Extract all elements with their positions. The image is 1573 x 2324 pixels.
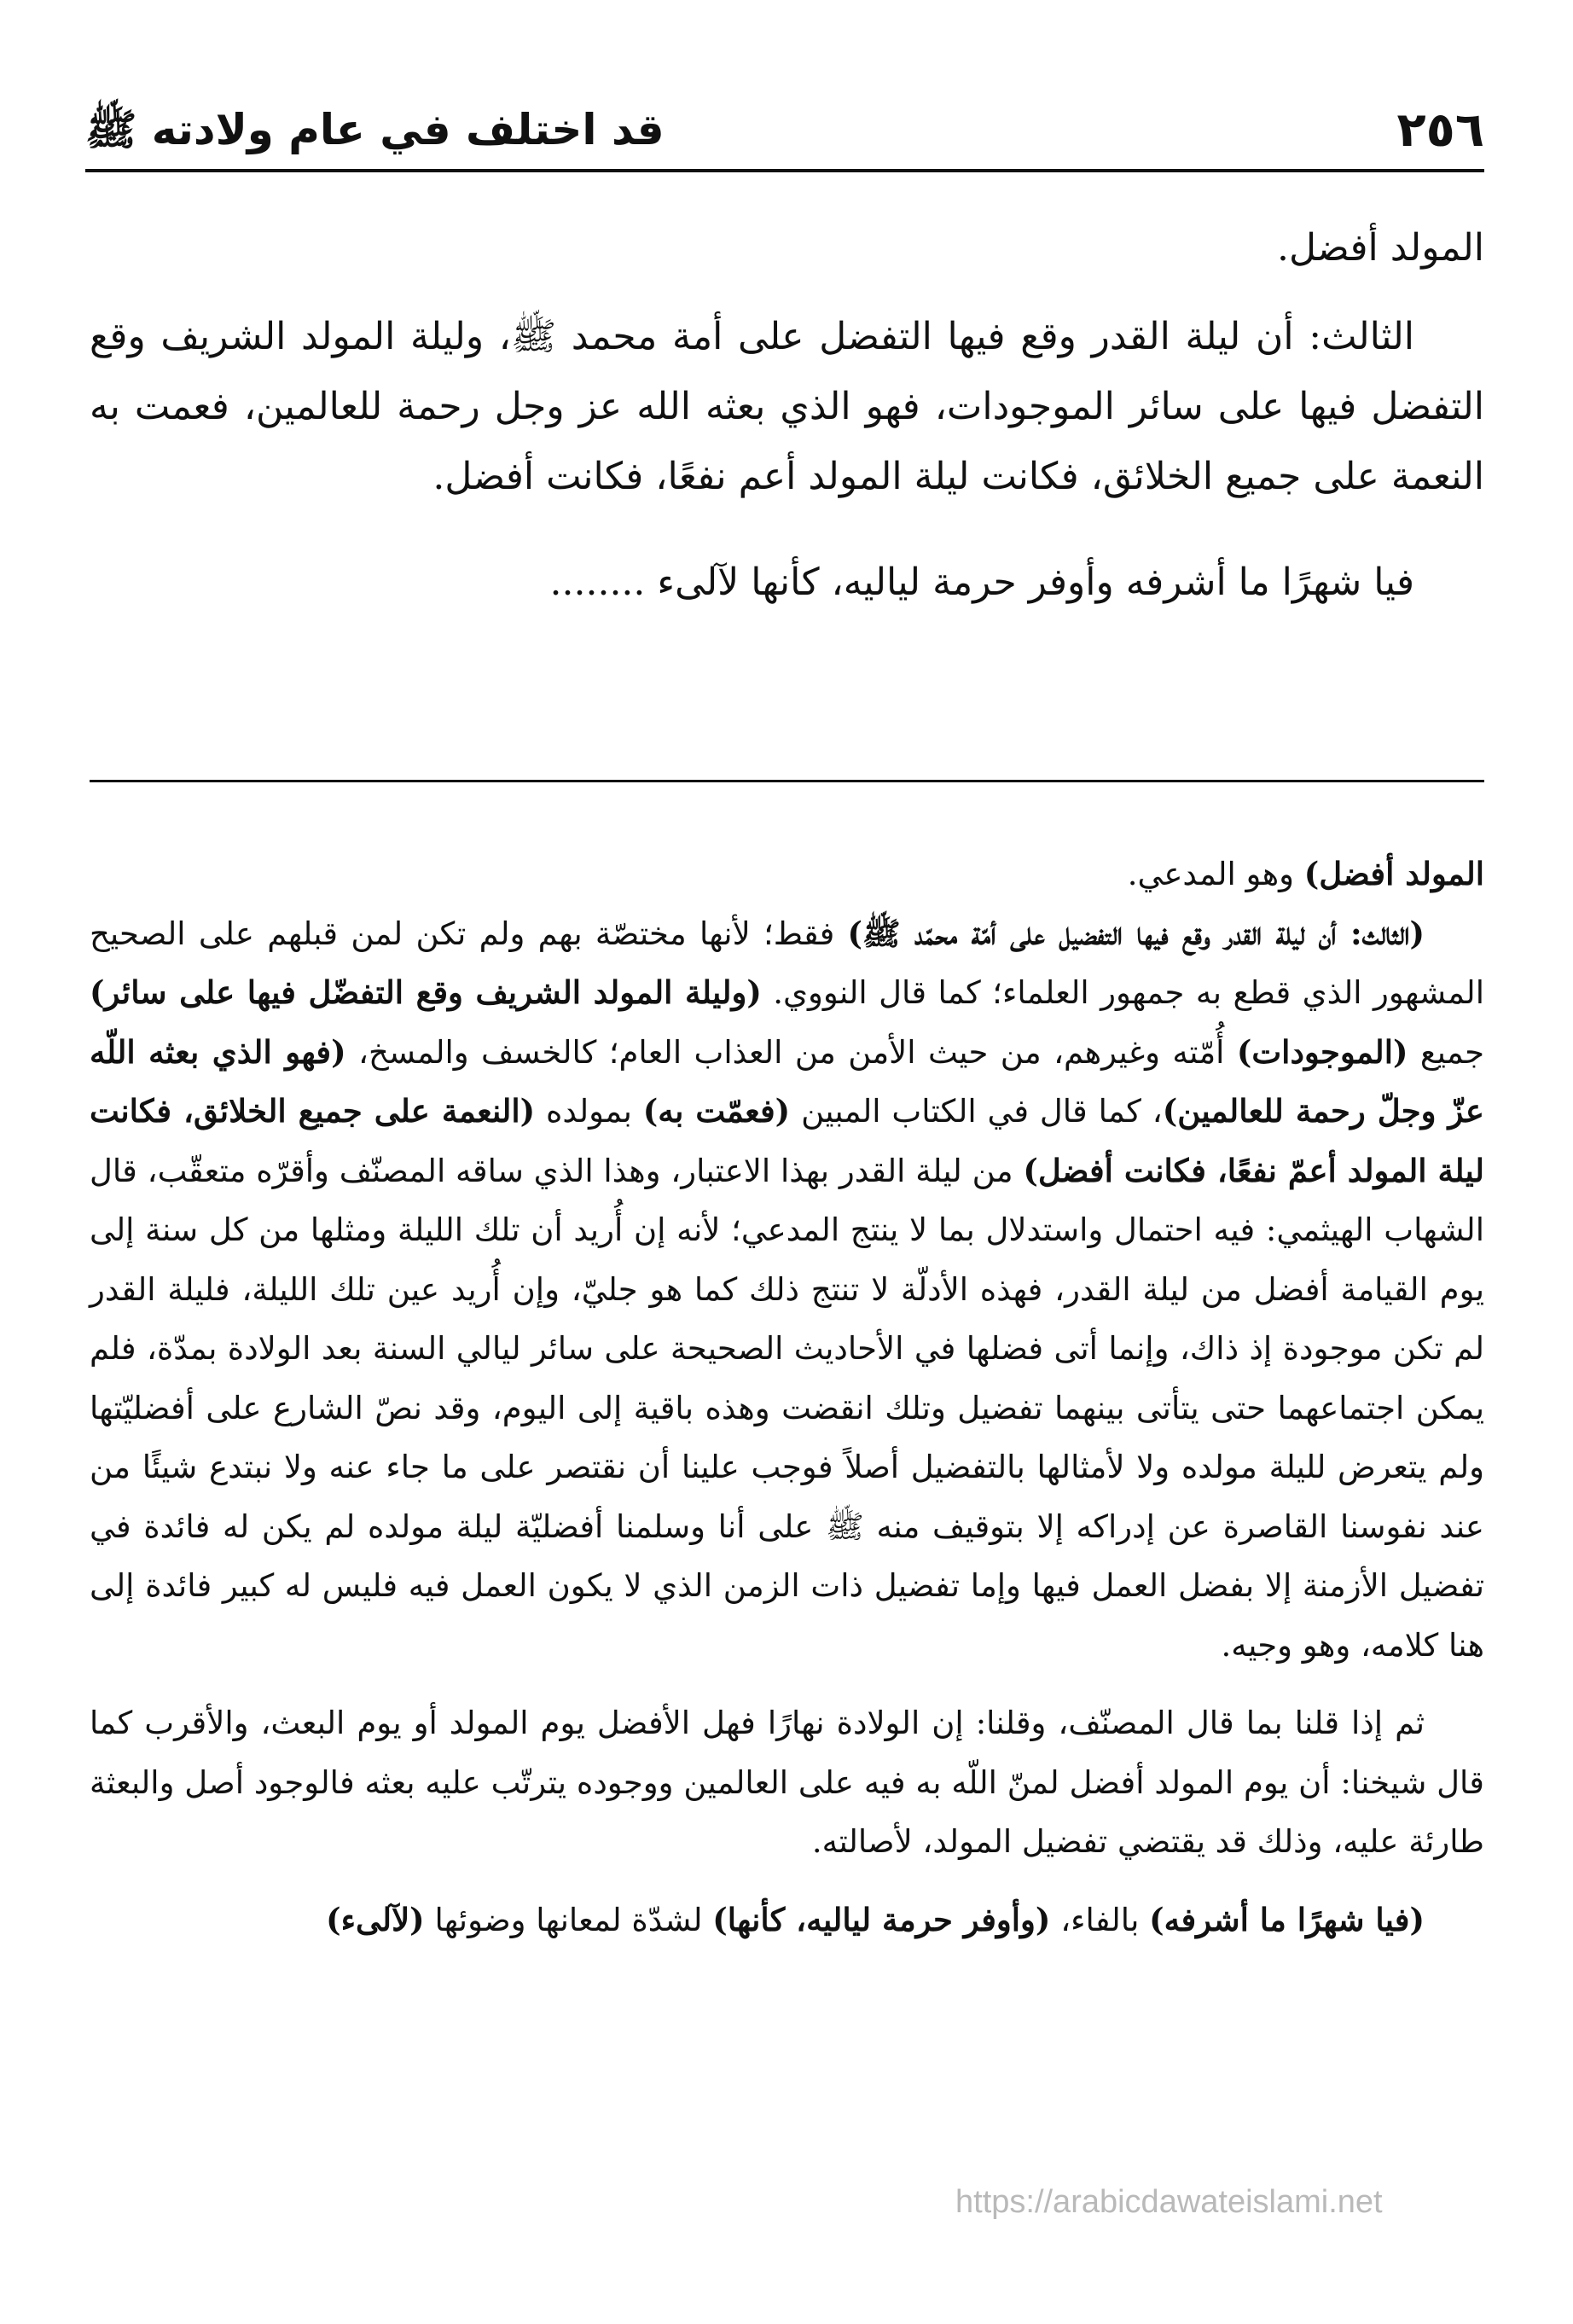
commentary-paragraph-4 xyxy=(90,1891,1484,1950)
section-divider xyxy=(90,780,1484,782)
main-text xyxy=(90,213,1484,618)
commentary-paragraph-1 xyxy=(90,845,1484,904)
commentary-text: أُمّته وغيرهم، من حيث الأمن من العذاب العام؛ كالخسف والمسخ، xyxy=(345,1033,1237,1071)
quoted-text: (فهو الذي بعثه اللّه عزّ وجلّ رحمة للعالمين) xyxy=(90,1032,1485,1130)
page-number: ٢٥٦ xyxy=(1396,102,1484,158)
running-title: قد اختلف في عام ولادته ﷺ xyxy=(85,105,665,154)
commentary-paragraph-2 xyxy=(90,904,1484,1676)
quoted-text: المولد أفضل) xyxy=(1303,855,1484,892)
main-text-opening: المولد أفضل. xyxy=(1276,226,1484,270)
quoted-text: (فعمّت به) xyxy=(642,1092,791,1130)
commentary xyxy=(90,845,1484,1949)
page-header xyxy=(85,92,1484,169)
quoted-text: (الموجودات) xyxy=(1236,1032,1408,1071)
commentary-text: ، كما قال في الكتاب المبين xyxy=(790,1093,1163,1130)
quoted-text: (لآلىء) xyxy=(326,1900,425,1938)
commentary-text: بمولده xyxy=(535,1093,643,1130)
quoted-text: (وليلة المولد الشريف وقع التفضّل فيها على سائر) xyxy=(90,973,762,1011)
main-text-paragraph: الثالث: أن ليلة القدر وقع فيها التفضل على أمة محمد ﷺ، وليلة المولد الشريف وقع التفضل فيها على سائر الموجودات، فهو الذي بعثه الله عز وجل رحمة للعالمين، فعمت به النعمة على جميع الخلائق، فكانت ليلة المولد أعم نفعًا، فكانت أفضل. xyxy=(90,315,1484,498)
commentary-text: من ليلة القدر بهذا الاعتبار، وهذا الذي ساقه المصنّف وأقرّه متعقّب، قال الشهاب الهيثمي: فيه احتمال واستدلال بما لا ينتج المدعي؛ لأنه إن أُريد أن تلك الليلة ومثلها من كل سنة إلى يوم القيامة أفضل من ليلة القدر، فهذه الأدلّة لا تنتج ذلك كما هو جليّ، وإن أُريد عين تلك الليلة، فليلة القدر لم تكن موجودة إذ ذاك، وإنما أتى فضلها في الأحاديث الصحيحة على سائر ليالي السنة بعد الولادة بمدّة، فلم يمكن اجتماعهما حتى يتأتى بينهما تفضيل وتلك انقضت وهذه باقية إلى اليوم، وقد نصّ الشارع على أفضليّتها ولم يتعرض لليلة مولده ولا لأمثالها بالتفضيل أصلاً فوجب علينا أن نقتصر على ما جاء عنه ولا نبتدع شيئًا من عند نفوسنا القاصرة عن إدراكه إلا بتوقيف منه ﷺ على أنا وسلمنا أفضليّة ليلة مولده لم يكن له فائدة في تفضيل الأزمنة إلا بفضل العمل فيها وإما تفضيل ذات الزمن الذي لا يكون العمل فيه فليس له كبير فائدة إلى هنا كلامه، وهو وجيه. xyxy=(90,1152,1484,1664)
quoted-text: (وأوفر حرمة لياليه، كأنها) xyxy=(712,1900,1051,1938)
commentary-text: لشدّة لمعانها وضوئها xyxy=(424,1901,713,1938)
header-rule xyxy=(85,169,1484,172)
quoted-text: (النعمة على جميع الخلائق، فكانت ليلة المولد أعمّ نفعًا، فكانت أفضل) xyxy=(90,1092,1484,1189)
quoted-text: (فيا شهرًا ما أشرفه) xyxy=(1149,1900,1425,1938)
commentary-text: بالفاء، xyxy=(1050,1901,1150,1938)
commentary-paragraph-3: ثم إذا قلنا بما قال المصنّف، وقلنا: إن الولادة نهارًا فهل الأفضل يوم المولد أو يوم البعث، والأقرب كما قال شيخنا: أن يوم المولد أفضل لمنّ اللّه به فيه على العالمين ووجوده يترتّب عليه بعثه فالوجود أصل والبعثة طارئة عليه، وذلك قد يقتضي تفضيل المولد، لأصالته. xyxy=(90,1705,1484,1860)
watermark-url: https://arabicdawateislami.net xyxy=(955,2184,1383,2220)
commentary-text: وهو المدعي. xyxy=(1127,856,1304,892)
main-text-verse: فيا شهرًا ما أشرفه وأوفر حرمة لياليه، كأنها لآلىء ........ xyxy=(549,561,1414,604)
quoted-text: (الثالث: أن ليلة القدر وقع فيها التفضيل على أمّة محمّد ﷺ) xyxy=(847,914,1425,952)
commentary-text: فقط؛ لأنها مختصّة بهم ولم تكن لمن قبلهم على الصحيح المشهور الذي قطع به جمهور العلماء؛ كما قال النووي. xyxy=(90,915,1484,1011)
commentary-text: جميع xyxy=(1408,1033,1484,1071)
